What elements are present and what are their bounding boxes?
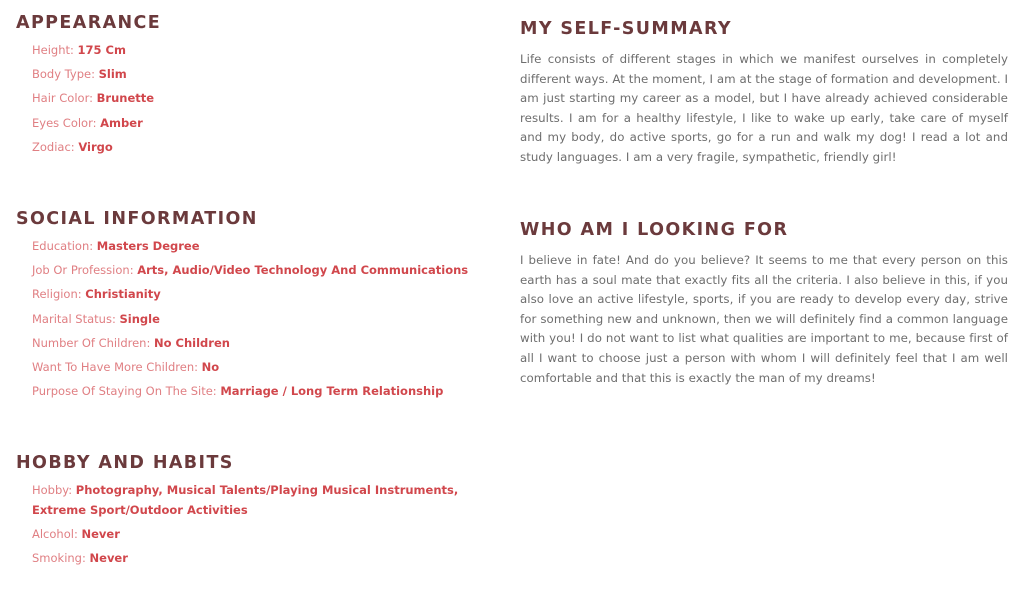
social-information-section: [16, 208, 506, 405]
hair-color-value: Brunette: [96, 91, 155, 106]
education-label: Education:: [32, 239, 94, 253]
appearance-section: [16, 12, 506, 161]
looking-for-section: [520, 219, 1008, 388]
zodiac-value: Virgo: [78, 139, 113, 154]
smoking-row: [32, 548, 506, 568]
hair-color-label: Hair Color:: [32, 91, 93, 106]
zodiac-label: Zodiac:: [32, 139, 75, 154]
hair-color-row: [32, 88, 506, 108]
hobby-row: [32, 480, 492, 520]
education-value: Masters Degree: [96, 239, 200, 253]
education-row: [32, 236, 506, 256]
profession-row: [32, 260, 506, 280]
more-children-label: Want To Have More Children:: [32, 359, 199, 374]
marital-status-value: Single: [119, 311, 160, 326]
self-summary-text: Life consists of different stages in which we manifest ourselves in completely different ways. At the moment, I am at the stage of formation and development. I am just starting my career as a model, but I have already achieved considerable results. I am for a healthy lifestyle, I like to wake up early, take care of myself and my body, do active sports, go for a run and walk my dog! I read a lot and study languages. I am a very fragile, sympathetic, friendly girl!: [520, 52, 1008, 164]
looking-for-heading: WHO AM I LOOKING FOR: [520, 220, 789, 240]
purpose-label: Purpose Of Staying On The Site:: [32, 384, 217, 399]
purpose-value: Marriage / Long Term Relationship: [220, 384, 444, 399]
body-type-label: Body Type:: [32, 67, 95, 82]
social-information-list: [32, 236, 506, 401]
smoking-value: Never: [89, 551, 128, 566]
zodiac-row: [32, 137, 506, 157]
more-children-value: No: [201, 359, 220, 374]
self-summary-section: [520, 18, 1008, 168]
looking-for-text: I believe in fate! And do you believe? It seems to me that every person on this earth has a soul mate that exactly fits all the criteria. I also believe in this, if you also love an active lifestyle, sports, if you are ready to develop every day, strive for something new and unknown, then we will definitely find a common language with you! I do not want to list what qualities are important to me, because first of all I want to choose just a person with whom I will definitely feel that I am well comfortable and that this is exactly the man of my dreams!: [520, 253, 1008, 385]
height-row: [32, 40, 506, 60]
appearance-heading: APPEARANCE: [16, 13, 162, 33]
hobby-value: Photography, Musical Talents/Playing Musical Instruments, Extreme Sport/Outdoor Activities: [32, 483, 459, 517]
body-type-value: Slim: [98, 67, 127, 82]
smoking-label: Smoking:: [32, 551, 86, 566]
eyes-color-row: [32, 113, 506, 133]
religion-label: Religion:: [32, 287, 82, 302]
alcohol-row: [32, 524, 506, 544]
body-type-row: [32, 64, 506, 84]
height-label: Height:: [32, 43, 74, 57]
self-summary-heading: MY SELF-SUMMARY: [520, 19, 732, 39]
hobby-and-habits-list: [32, 480, 506, 568]
children-count-row: [32, 333, 506, 353]
profession-value: Arts, Audio/Video Technology And Communications: [137, 263, 469, 278]
eyes-color-label: Eyes Color:: [32, 115, 97, 130]
alcohol-label: Alcohol:: [32, 527, 78, 542]
hobby-and-habits-section: [16, 452, 506, 573]
religion-value: Christianity: [85, 287, 161, 302]
social-information-heading: SOCIAL INFORMATION: [16, 209, 258, 229]
religion-row: [32, 284, 506, 304]
height-value: 175 Cm: [77, 43, 126, 57]
marital-status-row: [32, 309, 506, 329]
hobby-label: Hobby:: [32, 483, 73, 497]
appearance-list: [32, 40, 506, 157]
more-children-row: [32, 357, 506, 377]
marital-status-label: Marital Status:: [32, 311, 116, 326]
alcohol-value: Never: [81, 527, 120, 542]
children-count-label: Number Of Children:: [32, 335, 151, 350]
profession-label: Job Or Profession:: [32, 263, 134, 278]
children-count-value: No Children: [154, 335, 230, 350]
purpose-row: [32, 381, 506, 401]
hobby-and-habits-heading: HOBBY AND HABITS: [16, 453, 234, 473]
eyes-color-value: Amber: [100, 115, 143, 130]
